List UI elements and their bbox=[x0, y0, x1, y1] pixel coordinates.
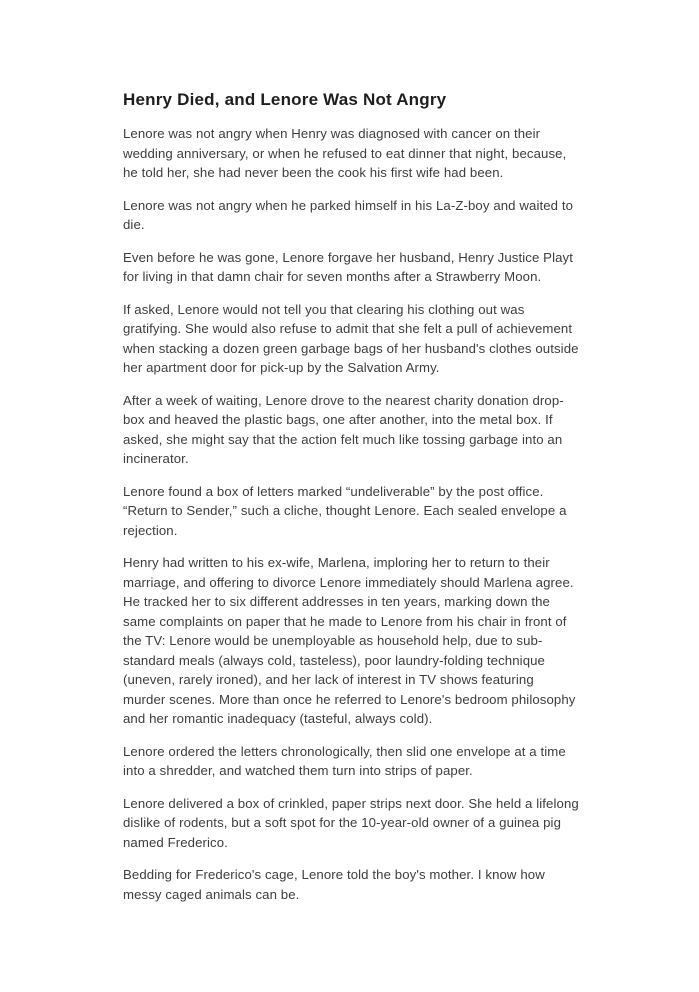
paragraph: Even before he was gone, Lenore forgave her husband, Henry Justice Playt for living in that damn chair for seven months after a Strawberry Moon. bbox=[123, 249, 573, 284]
paragraph: Henry had written to his ex-wife, Marlena, imploring her to return to their marriage, and offering to divorce Lenore immediately should Marlena agree. He tracked her to six different addresses in ten years, marking down the same complaints on paper that he made to Lenore from his chair in front of the TV: Lenore would be unemployable as household help, due to sub-standard meals (always cold, tasteless), poor laundry-folding technique (uneven, rarely ironed), and her lack of interest in TV shows featuring murder scenes. More than once he referred to Lenore's bedroom philosophy and her romantic inadequacy (tasteful, always cold). bbox=[123, 555, 576, 726]
paragraph: Lenore found a box of letters marked “undeliverable” by the post office. “Return to Sender,” such a cliche, thought Lenore. Each sealed envelope a rejection. bbox=[123, 483, 567, 538]
paragraph: Lenore delivered a box of crinkled, paper strips next door. She held a lifelong dislike of rodents, but a soft spot for the 10-year-old owner of a guinea pig named Frederico. bbox=[123, 795, 579, 850]
paragraph: Bedding for Frederico's cage, Lenore told the boy's mother. I know how messy caged animals can be. bbox=[123, 867, 545, 902]
paragraph: If asked, Lenore would not tell you that clearing his clothing out was gratifying. She would also refuse to admit that she felt a pull of achievement when stacking a dozen green garbage bags of her husband's clothes outside her apartment door for pick-up by the Salvation Army. bbox=[123, 301, 579, 375]
paragraph: After a week of waiting, Lenore drove to the nearest charity donation drop-box and heaved the plastic bags, one after another, into the metal box. If asked, she might say that the action felt much like tossing garbage into an incinerator. bbox=[123, 392, 564, 466]
document-content bbox=[123, 90, 579, 917]
paragraph: Lenore was not angry when Henry was diagnosed with cancer on their wedding anniversary, or when he refused to eat dinner that night, because, he told her, she had never been the cook his first wife had been. bbox=[123, 126, 567, 180]
paragraph: Lenore was not angry when he parked himself in his La-Z-boy and waited to die. bbox=[123, 197, 574, 232]
page-title: Henry Died, and Lenore Was Not Angry bbox=[123, 90, 447, 109]
paragraph: Lenore ordered the letters chronologically, then slid one envelope at a time into a shredder, and watched them turn into strips of paper. bbox=[123, 743, 566, 778]
